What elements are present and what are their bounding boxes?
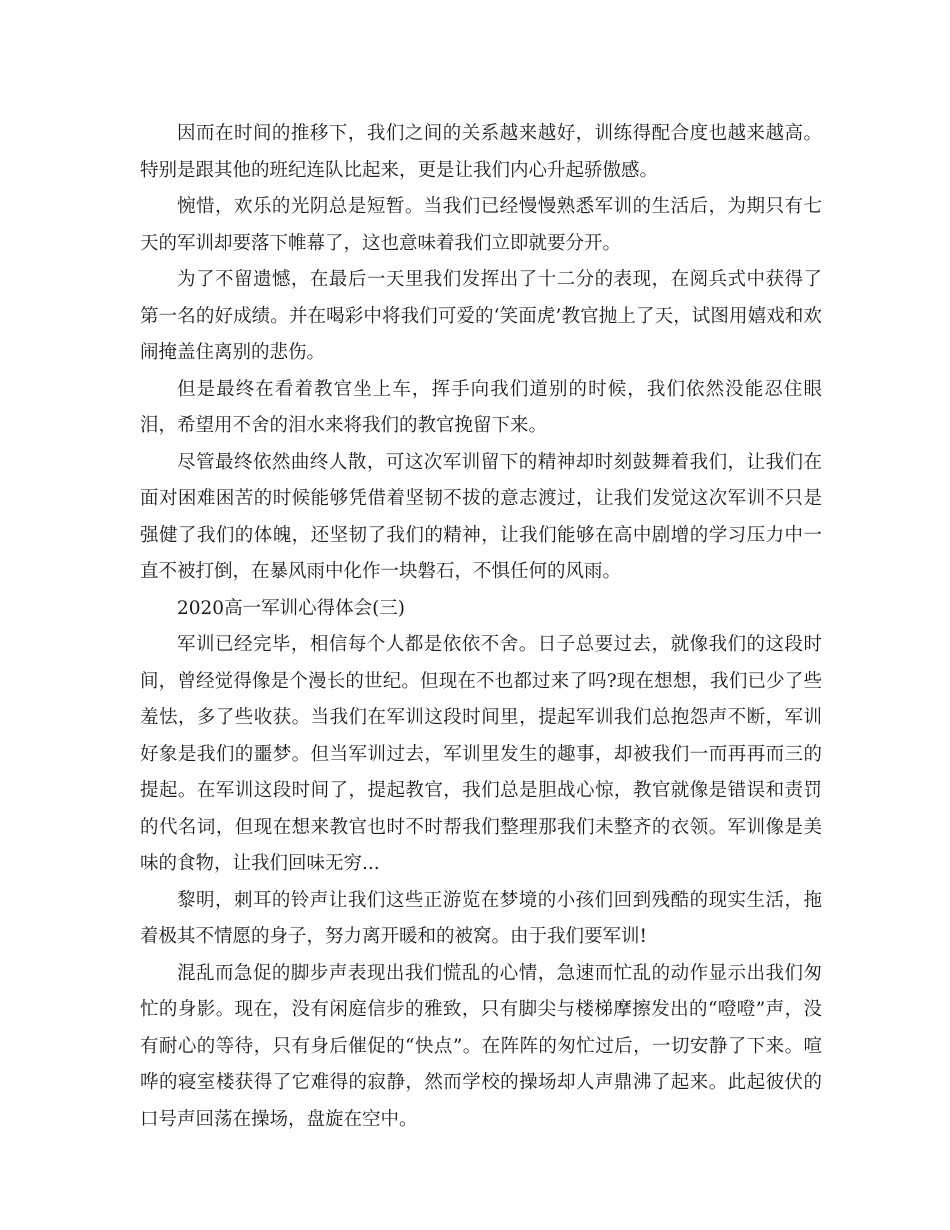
document-page [140, 116, 822, 1138]
paragraph: 军训已经完毕，相信每个人都是依依不舍。日子总要过去，就像我们的这段时间，曾经觉得像是个漫长的世纪。但现在不也都过来了吗?现在想想，我们已少了些羞怯，多了些收获。当我们在军训这段时间里，提起军训我们总抱怨声不断，军训好象是我们的噩梦。但当军训过去，军训里发生的趣事，却被我们一而再再而三的提起。在军训这段时间了，提起教官，我们总是胆战心惊，教官就像是错误和责罚的代名词，但现在想来教官也时不时帮我们整理那我们未整齐的衣领。军训像是美味的食物，让我们回味无穷... [140, 634, 822, 874]
paragraph: 但是最终在看着教官坐上车，挥手向我们道别的时候，我们依然没能忍住眼泪，希望用不舍的泪水来将我们的教官挽留下来。 [140, 378, 822, 436]
paragraph: 惋惜，欢乐的光阴总是短暂。当我们已经慢慢熟悉军训的生活后，为期只有七天的军训却要落下帷幕了，这也意味着我们立即就要分开。 [140, 196, 822, 254]
paragraph: 尽管最终依然曲终人散，可这次军训留下的精神却时刻鼓舞着我们，让我们在面对困难困苦的时候能够凭借着坚韧不拔的意志渡过，让我们发觉这次军训不只是强健了我们的体魄，还坚韧了我们的精神，让我们能够在高中剧增的学习压力中一直不被打倒，在暴风雨中化作一块磐石，不惧任何的风雨。 [140, 451, 822, 582]
paragraph: 混乱而急促的脚步声表现出我们慌乱的心情，急速而忙乱的动作显示出我们匆忙的身影。现在，没有闲庭信步的雅致，只有脚尖与楼梯摩擦发出的“噔噔”声，没有耐心的等待，只有身后催促的“快点”。在阵阵的匆忙过后，一切安静了下来。喧哗的寝室楼获得了它难得的寂静，然而学校的操场却人声鼎沸了起来。此起彼伏的口号声回荡在操场，盘旋在空中。 [140, 962, 822, 1130]
paragraph: 黎明，刺耳的铃声让我们这些正游览在梦境的小孩们回到残酷的现实生活，拖着极其不情愿的身子，努力离开暖和的被窝。由于我们要军训! [140, 889, 822, 947]
paragraph: 因而在时间的推移下，我们之间的关系越来越好，训练得配合度也越来越高。特别是跟其他的班纪连队比起来，更是让我们内心升起骄傲感。 [140, 123, 822, 181]
paragraph: 为了不留遗憾，在最后一天里我们发挥出了十二分的表现，在阅兵式中获得了第一名的好成绩。并在喝彩中将我们可爱的‘笑面虎’教官抛上了天，试图用嬉戏和欢闹掩盖住离别的悲伤。 [140, 269, 822, 363]
section-heading: 2020高一军训心得体会(三) [177, 597, 406, 619]
